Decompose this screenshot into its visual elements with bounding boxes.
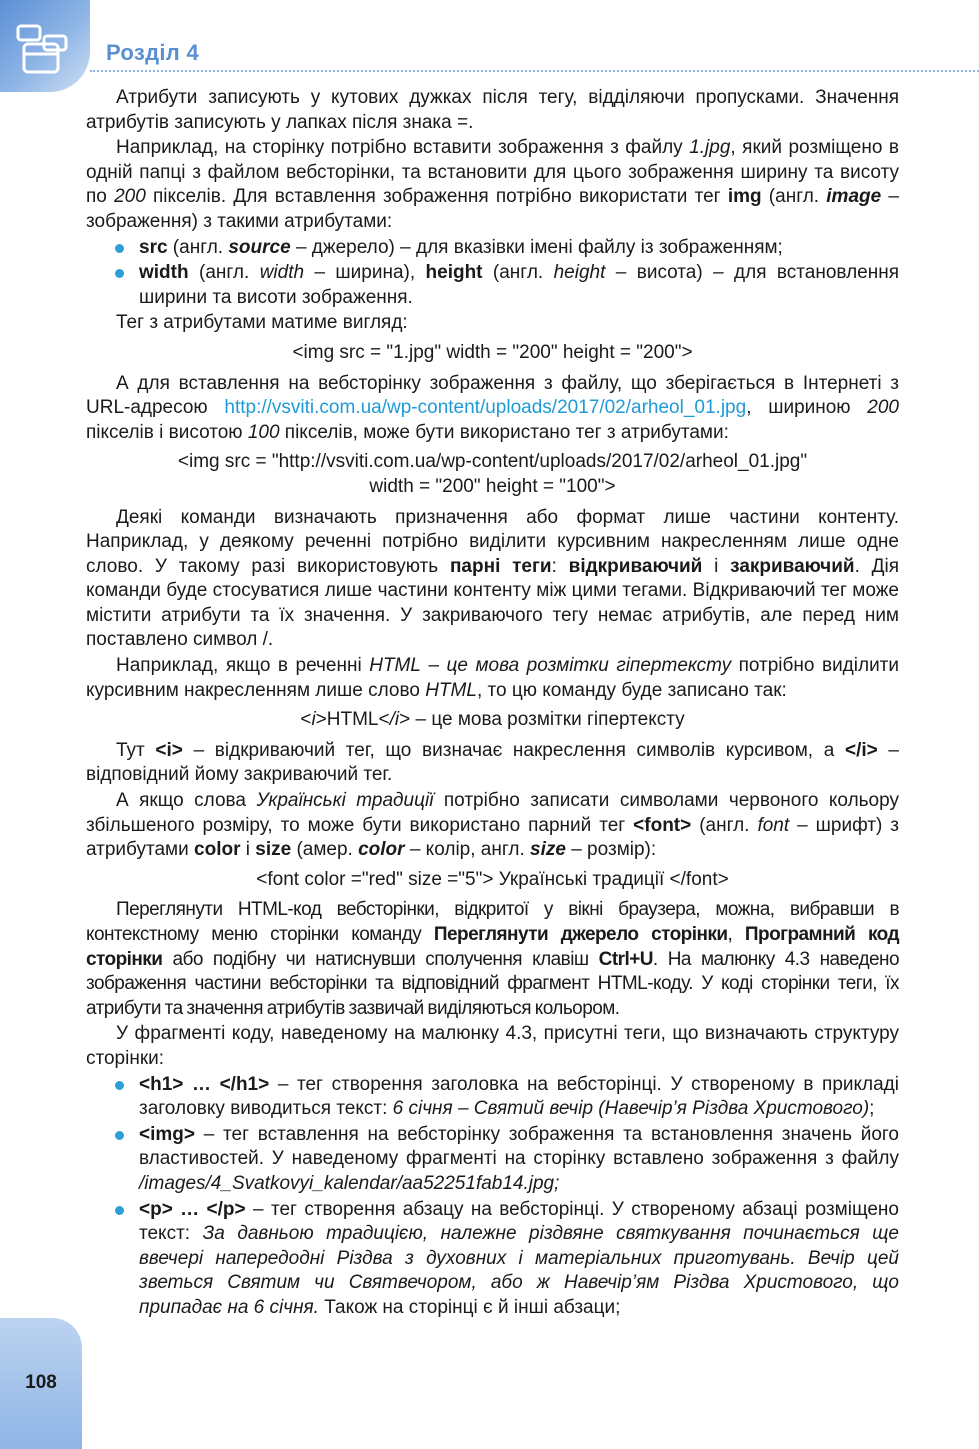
list-item: src (англ. source – джерело) – для вказівки імені файлу із зображенням; — [139, 236, 899, 261]
list-item: <h1> … </h1> – тег створення заголовка на вебсторінці. У створеному в прикладі заголовку виводиться текст: 6 січня – Святий вечір (Навечір’я Різдва Христового); — [139, 1073, 899, 1122]
paragraph: Деякі команди визначають призначення або формат лише частини контенту. Наприклад, у деякому реченні потрібно виділити курсивним накресленням лише одне слово. У такому разі використовують парні теги: відкриваючий і закриваючий. Дія команди буде стосуватися лише частини контенту між цими тегами. Відкриваючий тег може містити атрибути та їх значення. У закриваючого тегу немає атрибутів, але перед ним поставлено символ /. — [86, 506, 900, 651]
list-item: <img> – тег вставлення на вебсторінку зображення та встановлення значень його властивостей. У наведеному фрагменті на сторінку вставлено зображення з файлу /images/4_Svatkovyi_kalendar/aa52251fab14.jpg; — [139, 1123, 899, 1197]
code-example: <i>HTML</i> – це мова розмітки гіпертексту — [300, 709, 685, 731]
paragraph: Наприклад, на сторінку потрібно вставити зображення з файлу 1.jpg, який розміщено в одній папці з файлом вебсторінки, та встановити для цього зображення ширину та висоту по 200 пікселів. Для вставлення зображення потрібно використати тег img (англ. image – зображення) з такими атрибутами: — [86, 137, 900, 232]
code-line: <img src = "http://vsviti.com.ua/wp-content/uploads/2017/02/arheol_01.jpg" — [177, 451, 808, 473]
paragraph: Наприклад, якщо в реченні HTML – це мова розмітки гіпертексту потрібно виділити курсивним накресленням лише слово HTML, то цю команду буде записано так: — [86, 655, 900, 701]
page-body — [86, 86, 899, 1322]
paragraph: А для вставлення на вебсторінку зображення з файлу, що зберігається в Інтернеті з URL-адресою http://vsviti.com.ua/wp-content/uploads/2017/02/arheol_01.jpg, шириною 200 пікселів і висотою 100 пікселів, може бути використано тег з атрибутами: — [86, 372, 899, 443]
paragraph: Тут <i> – відкриваючий тег, що визначає накреслення символів курсивом, а </i> – відповідний йому закриваючий тег. — [86, 739, 899, 786]
header-divider — [90, 70, 979, 72]
paragraph: Переглянути HTML-код вебсторінки, відкритої у вікні браузера, можна, вибравши в контекстному меню сторінки команду Переглянути джерело сторінки, Програмний код сторінки або подібну чи натиснувши сполучення клавіш Ctrl+U. На малюнку 4.3 наведено зображення частини вебсторінки та відповідний фрагмент HTML-коду. У коді сторінки теги, їх атрибути та значення атрибутів зазвичай виділяються кольором. — [86, 899, 899, 1019]
code-example: <font color ="red" size ="5"> Українські традиції </font> — [256, 868, 729, 890]
paragraph: Атрибути записують у кутових дужках після тегу, відділяючи пропусками. Значення атрибутів записують у лапках після знака =. — [86, 87, 899, 133]
paragraph: У фрагменті коду, наведеному на малюнку 4.3, присутні теги, що визначають структуру сторінки: — [86, 1023, 899, 1069]
chapter-corner-badge — [0, 0, 90, 92]
layers-window-icon — [14, 22, 70, 78]
list-item: <p> … </p> – тег створення абзацу на вебсторінці. У створеному абзаці розміщено текст: За давньою традицією, належне різдвяне святкування починається ще ввечері напередодні Різдва з духовних і матеріальних приготувань. Вечір цей зветься Святим чи Святвечором, або ж Навечір’ям Різдва Христового, що припадає на 6 січня. Також на сторінці є й інші абзаци; — [139, 1198, 899, 1321]
list-item: width (англ. width – ширина), height (англ. height – висота) – для встановлення ширини та висоти зображення. — [139, 261, 899, 310]
url-link[interactable]: http://vsviti.com.ua/wp-content/uploads/2017/02/arheol_01.jpg — [224, 397, 747, 419]
chapter-title: Розділ 4 — [106, 40, 200, 65]
structure-tag-list — [86, 1073, 899, 1321]
paragraph: А якщо слова Українські традиції потрібно записати символами червоного кольору збільшеного розміру, то може бути використано парний тег <font> (англ. font – шрифт) з атрибутами color і size (амер. color – колір, англ. size – розмір): — [86, 790, 899, 861]
attribute-list — [86, 236, 899, 311]
paragraph: Тег з атрибутами матиме вигляд: — [116, 312, 408, 334]
code-line: width = "200" height = "100"> — [369, 475, 616, 497]
page-number: 108 — [25, 1372, 57, 1393]
code-example: <img src = "1.jpg" width = "200" height = "200"> — [292, 341, 693, 363]
code-example — [86, 450, 899, 499]
